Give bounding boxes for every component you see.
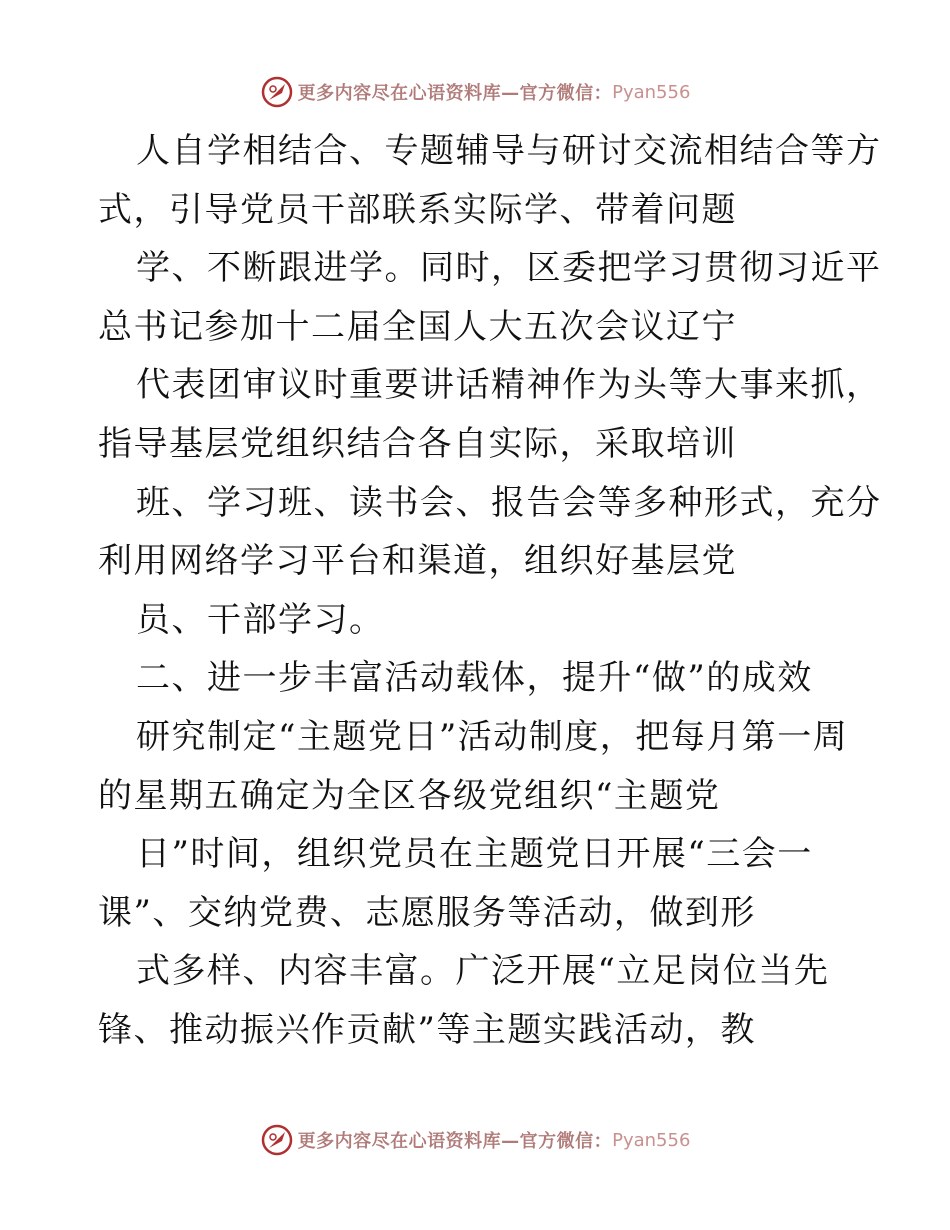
text-line: 式，引导党员干部联系实际学、带着问题 bbox=[98, 189, 737, 230]
text-line: 利用网络学习平台和渠道，组织好基层党 bbox=[98, 541, 737, 582]
text-line: 日”时间，组织党员在主题党日开展“三会一 bbox=[136, 834, 813, 875]
text-line: 的星期五确定为全区各级党组织“主题党 bbox=[98, 775, 721, 816]
watermark-account: Pyan556 bbox=[612, 1129, 691, 1151]
footer-watermark bbox=[0, 1120, 950, 1160]
text-line: 式多样、内容丰富。广泛开展“立足岗位当先 bbox=[136, 951, 830, 992]
text-line: 指导基层党组织结合各自实际，采取培训 bbox=[98, 423, 737, 464]
quill-logo-icon bbox=[260, 75, 294, 109]
text-line: 学、不断跟进学。同时，区委把学习贯彻习近平 bbox=[136, 248, 882, 289]
text-line: 课”、交纳党费、志愿服务等活动，做到形 bbox=[98, 892, 756, 933]
text-line: 总书记参加十二届全国人大五次会议辽宁 bbox=[98, 306, 737, 347]
watermark-account: Pyan556 bbox=[612, 81, 691, 103]
header-watermark bbox=[0, 72, 950, 112]
watermark-site-text: 更多内容尽在心语资料库—官方微信： bbox=[297, 83, 613, 104]
text-line: 员、干部学习。 bbox=[136, 599, 385, 640]
text-line: 代表团审议时重要讲话精神作为头等大事来抓， bbox=[136, 365, 882, 406]
section-heading: 二、进一步丰富活动载体，提升“做”的成效 bbox=[136, 658, 813, 699]
text-line: 班、学习班、读书会、报告会等多种形式，充分 bbox=[136, 482, 882, 523]
watermark-site-text: 更多内容尽在心语资料库—官方微信： bbox=[297, 1131, 613, 1152]
text-line: 研究制定“主题党日”活动制度，把每月第一周 bbox=[136, 716, 849, 757]
text-line: 锋、推动振兴作贡献”等主题实践活动，教 bbox=[98, 1009, 756, 1050]
document-body bbox=[0, 122, 950, 1060]
text-line: 人自学相结合、专题辅导与研讨交流相结合等方 bbox=[136, 131, 882, 171]
quill-logo-icon bbox=[260, 1123, 294, 1157]
